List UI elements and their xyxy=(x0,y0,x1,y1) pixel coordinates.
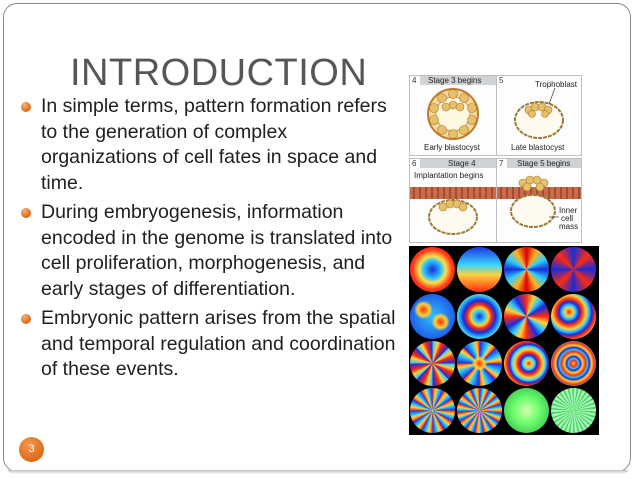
bullet-item: During embryogenesis, information encoded in the genome is translated into cell proliferation, morphogenesis, and early stages of differentiation. xyxy=(20,200,400,302)
panel-heading: Stage 5 begins xyxy=(517,159,571,168)
figure-panel-early-blastocyst xyxy=(409,75,498,156)
pattern-disc xyxy=(410,247,455,292)
pattern-disc xyxy=(457,388,502,433)
bullet-list xyxy=(20,94,400,387)
pattern-disc xyxy=(410,294,455,339)
bullet-item: In simple terms, pattern formation refers to the generation of complex organizations of cell fates in space and time. xyxy=(20,94,400,196)
pattern-disc xyxy=(504,341,549,386)
panel-heading: Stage 3 begins xyxy=(428,76,482,85)
panel-number: 5 xyxy=(499,76,504,85)
panel-caption: Early blastocyst xyxy=(424,143,481,152)
slide-title: INTRODUCTION xyxy=(70,52,368,94)
late-blastocyst-illustration xyxy=(497,88,581,144)
pattern-simulation-grid xyxy=(409,246,599,435)
panel-heading: Stage 4 xyxy=(448,159,476,168)
panel-number: 4 xyxy=(412,76,417,85)
figure-panel-late-blastocyst xyxy=(496,75,582,156)
pattern-disc xyxy=(504,247,549,292)
pattern-disc xyxy=(410,341,455,386)
cell-label: cell xyxy=(561,214,574,223)
pattern-disc xyxy=(504,294,549,339)
page-number-badge: 3 xyxy=(19,437,44,462)
pattern-disc xyxy=(551,341,596,386)
panel-number: 7 xyxy=(499,159,504,168)
figure-panel-stage-5 xyxy=(496,158,582,243)
bullet-item: Embryonic pattern arises from the spatial and temporal regulation and coordination of these events. xyxy=(20,306,400,383)
pattern-disc xyxy=(551,247,596,292)
pattern-disc xyxy=(551,294,596,339)
pattern-disc xyxy=(504,388,549,433)
panel-subheading: Implantation begins xyxy=(414,171,484,180)
implantation-illustration xyxy=(410,181,497,241)
panel-number: 6 xyxy=(412,159,417,168)
pattern-disc xyxy=(457,294,502,339)
pattern-disc xyxy=(410,388,455,433)
pattern-disc xyxy=(457,341,502,386)
panel-heading: Trophoblast xyxy=(535,80,577,89)
figure-panel-implantation xyxy=(409,158,498,243)
mass-label: mass xyxy=(559,222,579,231)
blastocyst-illustration xyxy=(410,86,497,142)
pattern-disc xyxy=(551,388,596,433)
slide-shadow xyxy=(8,470,628,474)
pattern-disc xyxy=(457,247,502,292)
panel-caption: Late blastocyst xyxy=(511,143,565,152)
inner-label: Inner xyxy=(559,206,578,215)
